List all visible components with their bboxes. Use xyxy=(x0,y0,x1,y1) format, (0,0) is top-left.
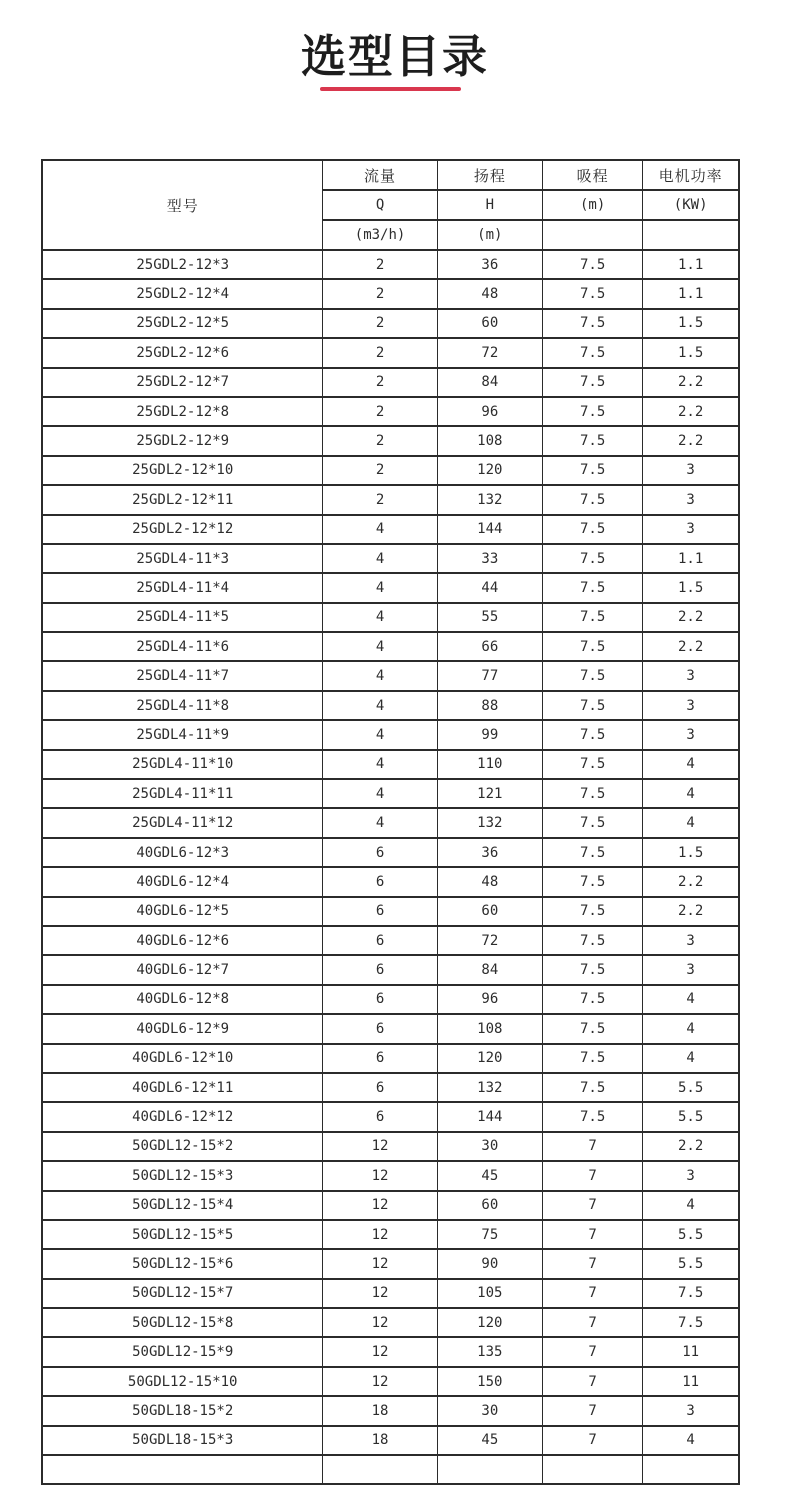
cell-head: 48 xyxy=(437,279,542,308)
cell-flow: 6 xyxy=(323,1102,437,1131)
cell-head: 90 xyxy=(437,1249,542,1278)
cell-model: 50GDL18-15*3 xyxy=(42,1426,323,1455)
cell-model: 25GDL2-12*3 xyxy=(42,250,323,279)
cell-power: 4 xyxy=(643,1426,739,1455)
table-row xyxy=(42,250,739,279)
table-row xyxy=(42,720,739,749)
cell-power: 3 xyxy=(643,926,739,955)
cell-flow: 6 xyxy=(323,867,437,896)
table-row xyxy=(42,603,739,632)
cell-suction: 7 xyxy=(542,1367,642,1396)
table-row xyxy=(42,691,739,720)
page-title: 选型目录 xyxy=(300,31,489,82)
table-row xyxy=(42,1044,739,1073)
cell-model: 25GDL2-12*7 xyxy=(42,368,323,397)
cell-head: 55 xyxy=(437,603,542,632)
cell-flow: 12 xyxy=(323,1367,437,1396)
table-row xyxy=(42,808,739,837)
cell-model: 40GDL6-12*7 xyxy=(42,955,323,984)
cell-suction: 7 xyxy=(542,1132,642,1161)
cell-flow: 12 xyxy=(323,1337,437,1366)
cell-suction: 7 xyxy=(542,1426,642,1455)
cell-model: 25GDL4-11*9 xyxy=(42,720,323,749)
cell-head: 144 xyxy=(437,515,542,544)
cell-flow: 4 xyxy=(323,808,437,837)
cell-head: 72 xyxy=(437,926,542,955)
table-row xyxy=(42,1191,739,1220)
cell-suction: 7.5 xyxy=(542,368,642,397)
cell-power: 3 xyxy=(643,661,739,690)
cell-power: 5.5 xyxy=(643,1249,739,1278)
header-head: 扬程 xyxy=(437,160,542,190)
cell-flow: 4 xyxy=(323,515,437,544)
cell-power: 4 xyxy=(643,779,739,808)
cell-suction: 7.5 xyxy=(542,250,642,279)
cell-head: 44 xyxy=(437,573,542,602)
table-row xyxy=(42,1308,739,1337)
table-row xyxy=(42,1396,739,1425)
cell-power: 3 xyxy=(643,485,739,514)
cell-head: 60 xyxy=(437,897,542,926)
cell-model: 50GDL12-15*9 xyxy=(42,1337,323,1366)
cell-power: 5.5 xyxy=(643,1073,739,1102)
table-row xyxy=(42,1014,739,1043)
table-row xyxy=(42,750,739,779)
cell-power: 2.2 xyxy=(643,368,739,397)
cell-flow: 2 xyxy=(323,397,437,426)
cell-flow: 6 xyxy=(323,955,437,984)
table-row xyxy=(42,397,739,426)
cell-head: 33 xyxy=(437,544,542,573)
cell-model: 40GDL6-12*5 xyxy=(42,897,323,926)
cell-suction: 7.5 xyxy=(542,867,642,896)
cell-suction: 7.5 xyxy=(542,661,642,690)
cell-model: 50GDL12-15*6 xyxy=(42,1249,323,1278)
cell-flow: 4 xyxy=(323,573,437,602)
cell-flow: 12 xyxy=(323,1279,437,1308)
cell-flow: 4 xyxy=(323,603,437,632)
cell-head: 48 xyxy=(437,867,542,896)
cell-flow: 4 xyxy=(323,750,437,779)
cell-power: 1.5 xyxy=(643,573,739,602)
cell-model: 40GDL6-12*12 xyxy=(42,1102,323,1131)
cell-power: 4 xyxy=(643,1014,739,1043)
cell-model: 25GDL4-11*3 xyxy=(42,544,323,573)
cell-head: 45 xyxy=(437,1426,542,1455)
cell-model: 50GDL12-15*8 xyxy=(42,1308,323,1337)
cell-power: 1.5 xyxy=(643,338,739,367)
title-underline xyxy=(320,87,461,91)
cell-head: 45 xyxy=(437,1161,542,1190)
cell-suction: 7.5 xyxy=(542,985,642,1014)
cell-flow xyxy=(323,1455,437,1484)
cell-power: 3 xyxy=(643,720,739,749)
cell-suction: 7 xyxy=(542,1308,642,1337)
cell-flow: 18 xyxy=(323,1426,437,1455)
cell-suction: 7.5 xyxy=(542,573,642,602)
cell-power: 11 xyxy=(643,1337,739,1366)
table-row xyxy=(42,926,739,955)
cell-flow: 18 xyxy=(323,1396,437,1425)
cell-head: 77 xyxy=(437,661,542,690)
cell-power: 1.1 xyxy=(643,544,739,573)
table-row xyxy=(42,573,739,602)
cell-flow: 6 xyxy=(323,1073,437,1102)
cell-suction: 7.5 xyxy=(542,485,642,514)
table-row xyxy=(42,1102,739,1131)
cell-model: 40GDL6-12*6 xyxy=(42,926,323,955)
table-row xyxy=(42,779,739,808)
cell-power: 3 xyxy=(643,1396,739,1425)
cell-power: 2.2 xyxy=(643,1132,739,1161)
cell-head: 75 xyxy=(437,1220,542,1249)
cell-suction: 7.5 xyxy=(542,926,642,955)
table-row xyxy=(42,1073,739,1102)
cell-suction: 7.5 xyxy=(542,1014,642,1043)
cell-suction: 7.5 xyxy=(542,779,642,808)
cell-head: 110 xyxy=(437,750,542,779)
header-empty-cell xyxy=(643,220,739,250)
header-head-symbol: H xyxy=(437,190,542,220)
cell-model: 50GDL12-15*2 xyxy=(42,1132,323,1161)
table-row xyxy=(42,1249,739,1278)
cell-suction: 7 xyxy=(542,1220,642,1249)
cell-head: 96 xyxy=(437,985,542,1014)
cell-power: 2.2 xyxy=(643,603,739,632)
cell-head: 60 xyxy=(437,1191,542,1220)
header-flow: 流量 xyxy=(323,160,437,190)
cell-head: 108 xyxy=(437,426,542,455)
cell-flow: 12 xyxy=(323,1220,437,1249)
cell-flow: 2 xyxy=(323,250,437,279)
cell-model: 25GDL2-12*9 xyxy=(42,426,323,455)
cell-power: 2.2 xyxy=(643,867,739,896)
cell-model: 40GDL6-12*9 xyxy=(42,1014,323,1043)
cell-flow: 2 xyxy=(323,456,437,485)
table-row xyxy=(42,309,739,338)
table-row xyxy=(42,1337,739,1366)
cell-suction: 7.5 xyxy=(542,632,642,661)
table-row xyxy=(42,279,739,308)
cell-head: 132 xyxy=(437,808,542,837)
cell-head: 105 xyxy=(437,1279,542,1308)
cell-flow: 2 xyxy=(323,338,437,367)
cell-model: 25GDL2-12*12 xyxy=(42,515,323,544)
cell-flow: 12 xyxy=(323,1132,437,1161)
cell-model: 25GDL4-11*4 xyxy=(42,573,323,602)
cell-head: 121 xyxy=(437,779,542,808)
cell-power: 3 xyxy=(643,691,739,720)
cell-flow: 12 xyxy=(323,1249,437,1278)
table-row xyxy=(42,955,739,984)
table-row xyxy=(42,1426,739,1455)
cell-model: 40GDL6-12*11 xyxy=(42,1073,323,1102)
cell-model: 50GDL12-15*7 xyxy=(42,1279,323,1308)
cell-model: 25GDL4-11*8 xyxy=(42,691,323,720)
cell-power: 4 xyxy=(643,750,739,779)
header-head-unit: (m) xyxy=(437,220,542,250)
cell-model: 25GDL2-12*10 xyxy=(42,456,323,485)
header-power-unit: (KW) xyxy=(643,190,739,220)
cell-suction: 7 xyxy=(542,1396,642,1425)
cell-power: 2.2 xyxy=(643,426,739,455)
cell-power: 7.5 xyxy=(643,1279,739,1308)
cell-head: 36 xyxy=(437,250,542,279)
cell-head: 66 xyxy=(437,632,542,661)
cell-flow: 2 xyxy=(323,368,437,397)
table-row xyxy=(42,838,739,867)
cell-model: 25GDL2-12*6 xyxy=(42,338,323,367)
header-flow-symbol: Q xyxy=(323,190,437,220)
cell-head: 60 xyxy=(437,309,542,338)
cell-suction: 7.5 xyxy=(542,279,642,308)
table-row xyxy=(42,515,739,544)
cell-flow: 2 xyxy=(323,426,437,455)
header-flow-unit: (m3/h) xyxy=(323,220,437,250)
cell-flow: 6 xyxy=(323,838,437,867)
cell-power xyxy=(643,1455,739,1484)
cell-model: 50GDL12-15*5 xyxy=(42,1220,323,1249)
cell-power: 4 xyxy=(643,808,739,837)
cell-suction: 7.5 xyxy=(542,955,642,984)
table-row xyxy=(42,632,739,661)
cell-head: 88 xyxy=(437,691,542,720)
cell-suction: 7.5 xyxy=(542,338,642,367)
cell-flow: 6 xyxy=(323,897,437,926)
table-row xyxy=(42,867,739,896)
cell-suction: 7 xyxy=(542,1161,642,1190)
cell-power: 4 xyxy=(643,1191,739,1220)
cell-suction: 7.5 xyxy=(542,515,642,544)
cell-model: 50GDL12-15*3 xyxy=(42,1161,323,1190)
cell-power: 1.5 xyxy=(643,838,739,867)
cell-model: 25GDL2-12*11 xyxy=(42,485,323,514)
cell-head: 99 xyxy=(437,720,542,749)
selection-table xyxy=(41,159,740,1485)
cell-head: 132 xyxy=(437,1073,542,1102)
cell-power: 3 xyxy=(643,515,739,544)
cell-power: 2.2 xyxy=(643,397,739,426)
cell-power: 5.5 xyxy=(643,1102,739,1131)
table-row xyxy=(42,338,739,367)
cell-model: 25GDL4-11*5 xyxy=(42,603,323,632)
cell-model: 25GDL2-12*8 xyxy=(42,397,323,426)
cell-model: 50GDL12-15*4 xyxy=(42,1191,323,1220)
cell-model: 25GDL4-11*6 xyxy=(42,632,323,661)
cell-flow: 12 xyxy=(323,1161,437,1190)
cell-suction: 7.5 xyxy=(542,750,642,779)
table-row-partial xyxy=(42,1455,739,1484)
cell-suction: 7.5 xyxy=(542,426,642,455)
cell-flow: 12 xyxy=(323,1308,437,1337)
cell-model: 40GDL6-12*3 xyxy=(42,838,323,867)
header-suction-unit: (m) xyxy=(542,190,642,220)
cell-power: 2.2 xyxy=(643,632,739,661)
table-row xyxy=(42,456,739,485)
table-row xyxy=(42,485,739,514)
header-empty-cell xyxy=(542,220,642,250)
cell-suction: 7.5 xyxy=(542,691,642,720)
cell-flow: 12 xyxy=(323,1191,437,1220)
header-suction: 吸程 xyxy=(542,160,642,190)
cell-power: 1.1 xyxy=(643,279,739,308)
cell-flow: 6 xyxy=(323,1014,437,1043)
cell-power: 5.5 xyxy=(643,1220,739,1249)
cell-model xyxy=(42,1455,323,1484)
cell-head: 120 xyxy=(437,456,542,485)
table-row xyxy=(42,985,739,1014)
cell-power: 3 xyxy=(643,955,739,984)
cell-suction: 7.5 xyxy=(542,544,642,573)
cell-power: 4 xyxy=(643,1044,739,1073)
cell-head: 36 xyxy=(437,838,542,867)
table-row xyxy=(42,1367,739,1396)
cell-power: 7.5 xyxy=(643,1308,739,1337)
cell-model: 25GDL4-11*7 xyxy=(42,661,323,690)
cell-flow: 2 xyxy=(323,485,437,514)
table-row xyxy=(42,426,739,455)
cell-model: 40GDL6-12*10 xyxy=(42,1044,323,1073)
table-row xyxy=(42,544,739,573)
cell-suction: 7.5 xyxy=(542,397,642,426)
cell-head: 120 xyxy=(437,1308,542,1337)
cell-suction: 7.5 xyxy=(542,808,642,837)
cell-suction: 7.5 xyxy=(542,1102,642,1131)
cell-model: 25GDL4-11*12 xyxy=(42,808,323,837)
cell-model: 25GDL2-12*4 xyxy=(42,279,323,308)
table-row xyxy=(42,661,739,690)
cell-head xyxy=(437,1455,542,1484)
cell-suction: 7 xyxy=(542,1279,642,1308)
cell-head: 72 xyxy=(437,338,542,367)
cell-suction: 7.5 xyxy=(542,720,642,749)
cell-suction: 7.5 xyxy=(542,603,642,632)
cell-flow: 4 xyxy=(323,779,437,808)
cell-power: 3 xyxy=(643,1161,739,1190)
selection-table-container xyxy=(41,159,740,1485)
cell-flow: 4 xyxy=(323,544,437,573)
cell-flow: 2 xyxy=(323,279,437,308)
cell-flow: 4 xyxy=(323,691,437,720)
table-row xyxy=(42,368,739,397)
cell-power: 11 xyxy=(643,1367,739,1396)
cell-head: 135 xyxy=(437,1337,542,1366)
cell-power: 1.5 xyxy=(643,309,739,338)
cell-suction: 7.5 xyxy=(542,309,642,338)
cell-head: 96 xyxy=(437,397,542,426)
header-model: 型号 xyxy=(42,160,323,250)
cell-flow: 4 xyxy=(323,661,437,690)
cell-model: 25GDL4-11*10 xyxy=(42,750,323,779)
cell-suction: 7 xyxy=(542,1191,642,1220)
header-row-1 xyxy=(42,160,739,190)
table-header xyxy=(42,160,739,250)
cell-model: 25GDL4-11*11 xyxy=(42,779,323,808)
cell-flow: 6 xyxy=(323,985,437,1014)
cell-head: 30 xyxy=(437,1396,542,1425)
cell-head: 144 xyxy=(437,1102,542,1131)
cell-model: 25GDL2-12*5 xyxy=(42,309,323,338)
cell-head: 30 xyxy=(437,1132,542,1161)
cell-suction: 7 xyxy=(542,1249,642,1278)
cell-flow: 4 xyxy=(323,632,437,661)
cell-suction xyxy=(542,1455,642,1484)
table-body xyxy=(42,250,739,1484)
cell-model: 50GDL18-15*2 xyxy=(42,1396,323,1425)
cell-flow: 6 xyxy=(323,1044,437,1073)
table-row xyxy=(42,1279,739,1308)
cell-power: 2.2 xyxy=(643,897,739,926)
cell-head: 132 xyxy=(437,485,542,514)
cell-model: 50GDL12-15*10 xyxy=(42,1367,323,1396)
cell-power: 3 xyxy=(643,456,739,485)
cell-head: 120 xyxy=(437,1044,542,1073)
cell-power: 1.1 xyxy=(643,250,739,279)
cell-power: 4 xyxy=(643,985,739,1014)
cell-model: 40GDL6-12*4 xyxy=(42,867,323,896)
cell-suction: 7 xyxy=(542,1337,642,1366)
cell-head: 150 xyxy=(437,1367,542,1396)
table-row xyxy=(42,1132,739,1161)
cell-flow: 4 xyxy=(323,720,437,749)
table-row xyxy=(42,1161,739,1190)
cell-suction: 7.5 xyxy=(542,1044,642,1073)
table-row xyxy=(42,897,739,926)
header-power: 电机功率 xyxy=(643,160,739,190)
cell-model: 40GDL6-12*8 xyxy=(42,985,323,1014)
cell-suction: 7.5 xyxy=(542,456,642,485)
table-row xyxy=(42,1220,739,1249)
cell-head: 84 xyxy=(437,368,542,397)
cell-head: 84 xyxy=(437,955,542,984)
cell-suction: 7.5 xyxy=(542,897,642,926)
cell-suction: 7.5 xyxy=(542,1073,642,1102)
cell-flow: 6 xyxy=(323,926,437,955)
cell-suction: 7.5 xyxy=(542,838,642,867)
cell-head: 108 xyxy=(437,1014,542,1043)
cell-flow: 2 xyxy=(323,309,437,338)
